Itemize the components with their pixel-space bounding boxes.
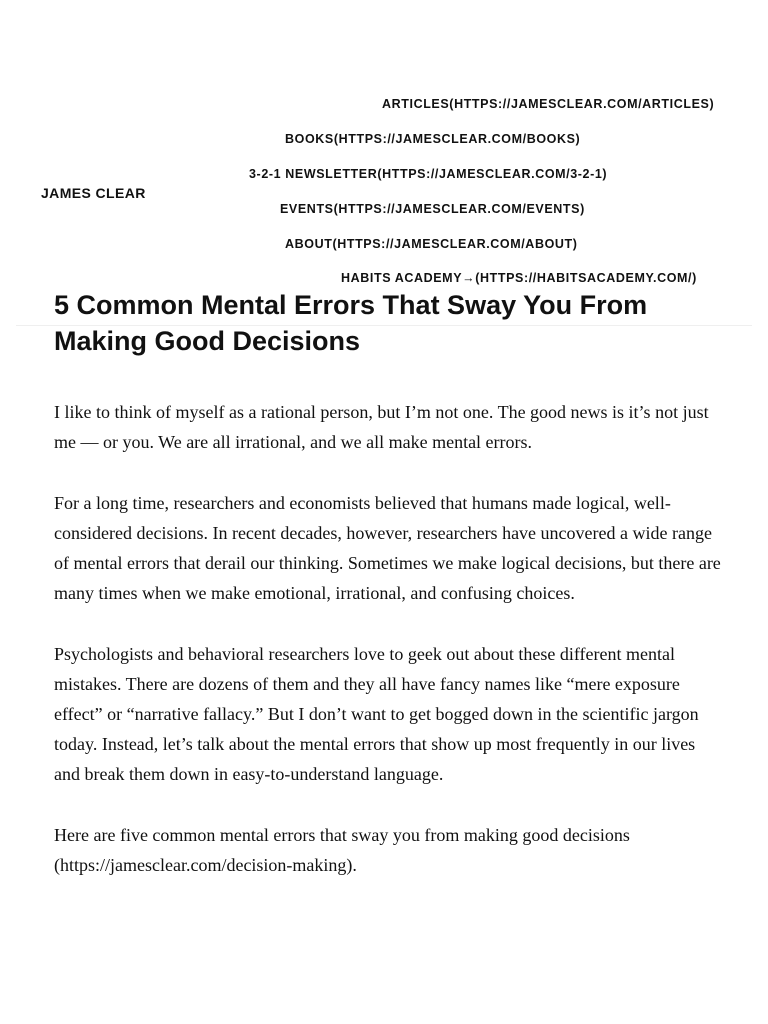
article-body bbox=[54, 397, 724, 911]
article-paragraph: Psychologists and behavioral researchers love to geek out about these different mental mistakes. There are dozens of them and they all have fancy names like “mere exposure effect” or “narrative fallacy.” But I don’t want to get bogged down in the scientific jargon today. Instead, let’s talk about the mental errors that show up most frequently in our lives and break them down in easy-to-understand language. bbox=[54, 644, 699, 784]
nav-link-about[interactable]: ABOUT(HTTPS://JAMESCLEAR.COM/ABOUT) bbox=[285, 237, 578, 251]
site-logo-link[interactable]: JAMES CLEAR bbox=[41, 185, 146, 201]
nav-link-events[interactable]: EVENTS(HTTPS://JAMESCLEAR.COM/EVENTS) bbox=[280, 202, 585, 216]
nav-link-books[interactable]: BOOKS(HTTPS://JAMESCLEAR.COM/BOOKS) bbox=[285, 132, 581, 146]
nav-link-habits-academy[interactable]: HABITS ACADEMY→(HTTPS://HABITSACADEMY.COM/) bbox=[341, 271, 697, 285]
article-paragraph: I like to think of myself as a rational person, but I’m not one. The good news is it’s not just me — or you. We are all irrational, and we all make mental errors. bbox=[54, 402, 709, 452]
article-paragraph: Here are five common mental errors that sway you from making good decisions (https://jamesclear.com/decision-making). bbox=[54, 825, 630, 875]
article-paragraph: For a long time, researchers and economists believed that humans made logical, well-considered decisions. In recent decades, however, researchers have uncovered a wide range of mental errors that derail our thinking. Sometimes we make logical decisions, but there are many times when we make emotional, irrational, and confusing choices. bbox=[54, 493, 721, 603]
nav-link-newsletter[interactable]: 3-2-1 NEWSLETTER(HTTPS://JAMESCLEAR.COM/3-2-1) bbox=[249, 167, 608, 181]
nav-link-articles[interactable]: ARTICLES(HTTPS://JAMESCLEAR.COM/ARTICLES) bbox=[382, 97, 715, 111]
article-title: 5 Common Mental Errors That Sway You From Making Good Decisions bbox=[54, 290, 648, 356]
